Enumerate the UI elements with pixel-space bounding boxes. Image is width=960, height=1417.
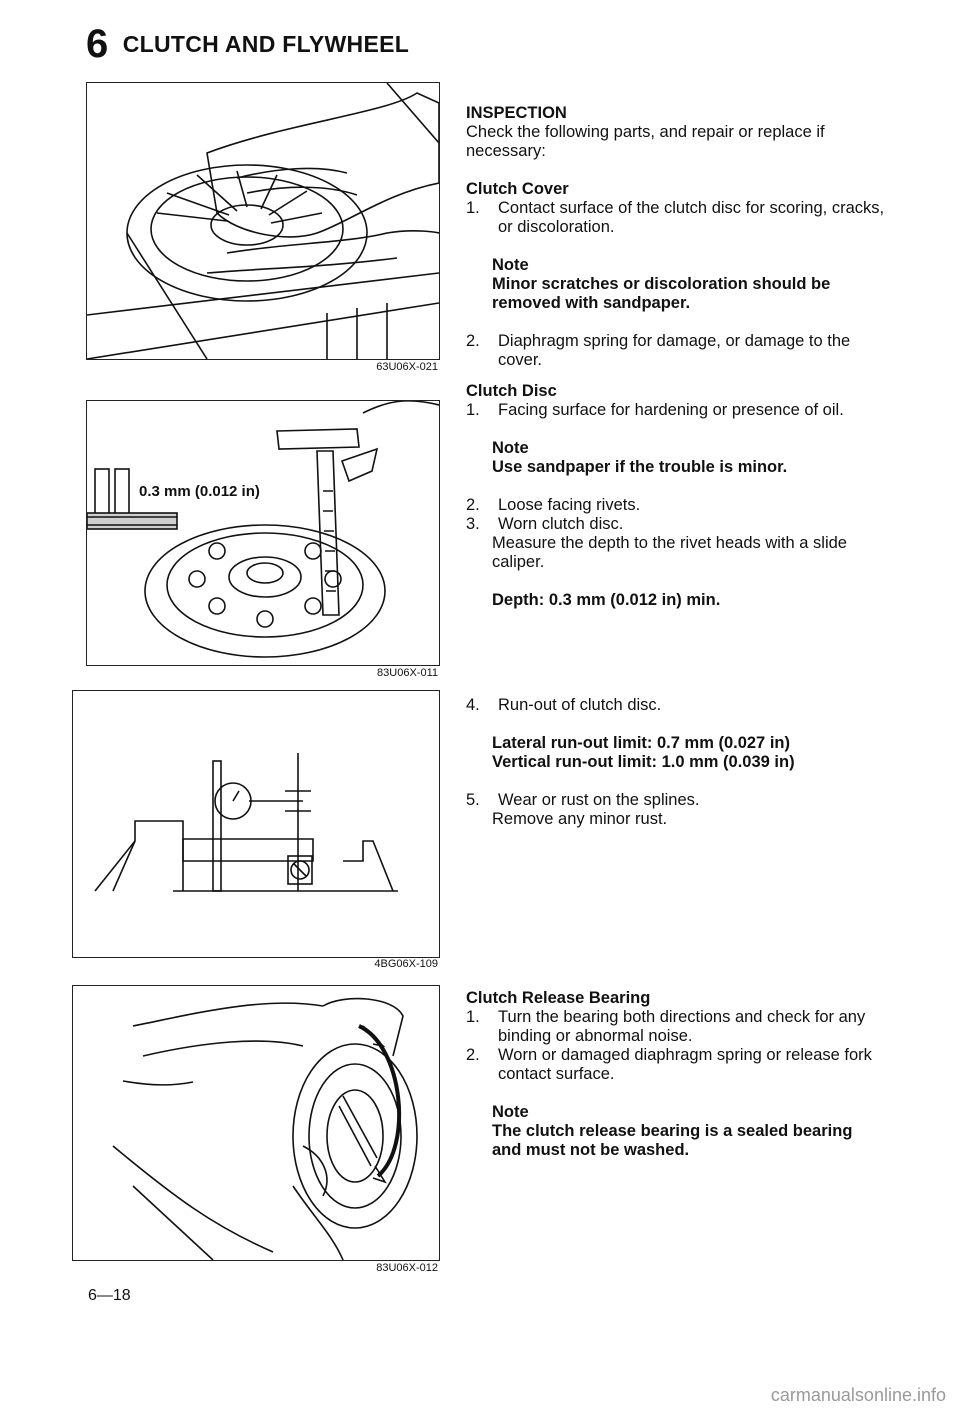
item-number: 1. — [466, 199, 480, 217]
chapter-header — [86, 22, 409, 67]
figure-code: 4BG06X-109 — [374, 958, 438, 970]
item-number: 4. — [466, 696, 480, 714]
list-item — [466, 401, 886, 420]
clutch-cover-heading: Clutch Cover — [466, 180, 569, 198]
item-number: 2. — [466, 1046, 480, 1064]
item-detail: Remove any minor rust. — [492, 810, 668, 828]
item-number: 1. — [466, 401, 480, 419]
clutch-cover-illustration — [87, 83, 439, 359]
list-item — [466, 496, 886, 515]
runout-section — [466, 696, 886, 829]
list-item — [466, 696, 886, 715]
figure-code: 83U06X-012 — [376, 1262, 438, 1274]
clutch-disc-heading: Clutch Disc — [466, 382, 557, 400]
figure-code: 63U06X-021 — [376, 361, 438, 373]
note-block — [466, 256, 886, 313]
list-item — [466, 332, 886, 370]
item-detail: Measure the depth to the rivet heads with a slide caliper. — [492, 534, 847, 571]
figure-code: 83U06X-011 — [377, 667, 438, 679]
chapter-number: 6 — [86, 22, 109, 66]
note-text: Minor scratches or discoloration should be removed with sandpaper. — [492, 275, 831, 312]
list-item — [466, 1046, 886, 1084]
list-item — [466, 199, 886, 237]
vertical-runout-spec: Vertical run-out limit: 1.0 mm (0.039 in) — [492, 753, 795, 771]
note-heading: Note — [492, 1103, 529, 1121]
item-text: Contact surface of the clutch disc for scoring, cracks, or discoloration. — [498, 199, 885, 236]
item-number: 3. — [466, 515, 480, 533]
item-text: Worn or damaged diaphragm spring or release fork contact surface. — [498, 1046, 872, 1083]
item-text: Run-out of clutch disc. — [498, 696, 662, 714]
slide-caliper-illustration — [87, 401, 439, 665]
dial-indicator-illustration — [73, 691, 439, 957]
release-bearing-illustration — [73, 986, 439, 1260]
item-text: Worn clutch disc. — [498, 515, 624, 533]
note-text: The clutch release bearing is a sealed bearing and must not be washed. — [492, 1122, 853, 1159]
list-item — [466, 1008, 886, 1046]
item-text: Turn the bearing both directions and check for any binding or abnormal noise. — [498, 1008, 866, 1045]
figure-clutch-disc-depth — [86, 400, 440, 666]
inspection-intro: Check the following parts, and repair or replace if necessary: — [466, 123, 825, 160]
inspection-heading: INSPECTION — [466, 104, 567, 122]
item-number: 5. — [466, 791, 480, 809]
note-heading: Note — [492, 256, 529, 274]
item-number: 1. — [466, 1008, 480, 1026]
list-item — [466, 515, 886, 534]
note-block — [466, 439, 886, 477]
item-number: 2. — [466, 332, 480, 350]
figure-release-bearing — [72, 985, 440, 1261]
depth-spec: Depth: 0.3 mm (0.012 in) min. — [492, 591, 721, 609]
depth-callout: 0.3 mm (0.012 in) — [139, 483, 260, 500]
item-text: Diaphragm spring for damage, or damage to the cover. — [498, 332, 851, 369]
inspection-section — [466, 104, 886, 610]
figure-clutch-cover — [86, 82, 440, 360]
item-text: Wear or rust on the splines. — [498, 791, 700, 809]
release-bearing-section — [466, 989, 886, 1160]
page-number: 6—18 — [88, 1287, 131, 1304]
note-block — [466, 1103, 886, 1160]
chapter-title: CLUTCH AND FLYWHEEL — [122, 31, 410, 57]
release-bearing-heading: Clutch Release Bearing — [466, 989, 651, 1007]
item-text: Loose facing rivets. — [498, 496, 641, 514]
item-number: 2. — [466, 496, 480, 514]
list-item — [466, 791, 886, 810]
watermark: carmanualsonline.info — [770, 1385, 946, 1405]
item-text: Facing surface for hardening or presence of oil. — [498, 401, 844, 419]
note-text: Use sandpaper if the trouble is minor. — [492, 458, 788, 476]
figure-runout-measurement — [72, 690, 440, 958]
lateral-runout-spec: Lateral run-out limit: 0.7 mm (0.027 in) — [492, 734, 790, 752]
note-heading: Note — [492, 439, 529, 457]
